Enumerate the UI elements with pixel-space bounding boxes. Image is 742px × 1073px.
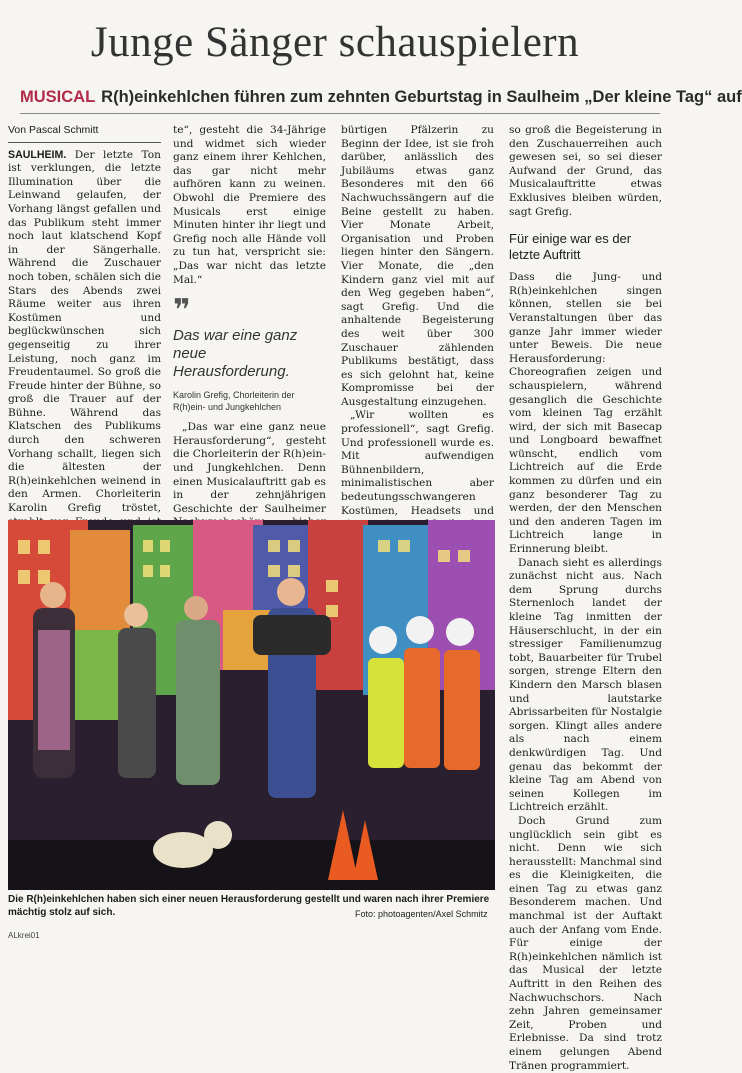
article-column-2	[173, 124, 326, 571]
pull-quote	[173, 293, 326, 413]
section-subtitle: Für einige war es der letzte Auftritt	[509, 231, 632, 263]
subheadline	[20, 88, 742, 107]
pull-quote-attribution: Karolin Grefig, Chorleiterin der R(h)ein- und Jungkehlchen	[173, 390, 295, 413]
photo-credit: Foto: photoagenten/Axel Schmitz	[355, 909, 488, 919]
rubric-label: MUSICAL	[20, 88, 96, 106]
article-paragraph: bürtigen Pfälzerin zu Beginn der Idee, ist sie froh darüber, anlässlich des Jubiläums etwas ganz Besonderes mit den 66 Nachwuchssängern auf die Beine gestellt zu haben. Vier Monate Arbeit, Organisation und Proben liegen hinter den Sängern. Vier Monate, die „den Kindern ganz viel mit auf den Weg gegeben haben“, sagt Grefig. Und die anhaltende Begeisterung des weit über 300 Zuschauer zählenden Publikums bestätigt, dass es sich gelohnt hat, keine Kompromisse bei der Ausgestaltung einzugehen.	[341, 124, 494, 408]
dateline: SAULHEIM.	[8, 148, 67, 161]
quote-mark-icon: ❞	[173, 293, 191, 329]
pull-quote-text: Das war eine ganz neue Herausforderung.	[173, 327, 298, 381]
article-paragraph: so groß die Begeisterung in den Zuschauerreihen auch gewesen sei, so sei dieser Aufwand der Grund, das Musicalauftritte etwas Exklusives bleiben würden, sagt Grefig.	[509, 124, 662, 218]
article-paragraph: SAULHEIM. Der letzte Ton ist verklungen, die letzte Illumination über die Leinwand gelaufen, der Vorhang längst gefallen und das Publikum steht immer noch laut klatschend Kopf in der Sängerhalle. Während die Zuschauer noch toben, schälen sich die Stars des Abends zwei Räume weiter aus ihren Kostümen und beglückwünschen sich gegenseitig zu ihrer Leistung, noch ganz im Freudentaumel. So groß die Freude hinter der Bühne, so groß die Trauer auf der Bühne. Während das Klatschen des Publikums durch den schweren Vorhang schallt, liegen sich die ältesten der R(h)einkehlchen weinend in den Armen. Chorleiterin Karolin Grefig tröstet,	[8, 148, 161, 515]
article-photo	[8, 520, 495, 890]
article-paragraph: te“, gesteht die 34-Jährige und widmet sich wieder ganz einem ihrer Kehlchen, das gar nicht mehr aufhören kann zu weinen. Obwohl die Premiere des Musicals erst einige Minuten hinter ihr liegt und Grefig noch alle Hände voll zu tun hat, verspricht sie: „Das war nicht das letzte Mal.“	[173, 124, 326, 286]
byline: Von Pascal Schmitt	[8, 124, 161, 143]
article-paragraph: Danach sieht es allerdings zunächst nicht aus. Nach dem Sprung durchs Sternenloch landet der kleine Tag inmitten der Häuserschlucht, in der ein stressiger Familienumzug tobt, Bauarbeiter für Trubel sorgen, strenge Eltern den Kindern den Marsch blasen und lautstarke Abrissarbeiten für Nostalgie sorgen. Klingt alles andere als nach einem denkwürdigen Tag. Und genau das bekommt der kleine Tag am Abend von seinen Kollegen im Lichtreich erzählt.	[509, 556, 662, 814]
stage-photo-illustration	[8, 520, 495, 890]
page-footer-code: ALkrei01	[8, 931, 40, 940]
article-paragraph: „Das war eine ganz neue Herausforderung“, gesteht die Chorleiterin der R(h)ein- und Jungkehlchen. Denn einen Musicalauftritt gab es in der zehnjährigen Geschichte der Saulheimer	[173, 421, 326, 515]
article-paragraph: Doch Grund zum unglücklich sein gibt es nicht. Denn wie sich herausstellt: Manchmal sind es die Kleinigkeiten, die einen Tag zu etwas ganz Besonderem machen. Und manchmal ist der Auftakt auch der Anfang vom Ende. Für einige der R(h)einkehlchen nämlich ist das Musical der letzte Auftritt in den Reihen des Nachwuchschors. Nach zehn Jahren gemeinsamer Zeit, Proben und Erlebnisse. Da sind trotz einem gelungen Abend Tränen programmiert.	[509, 814, 662, 1072]
article-paragraph: „Wir wollten es professionell“, sagt Grefig. Und professionell wurde es. Mit aufwendigen Bühnenbildern, minimalistischen aber bedeutungsschwangeren Kostümen, Headsets und	[341, 409, 494, 517]
divider	[20, 113, 660, 114]
headline: Junge Sänger schauspielern	[90, 19, 580, 66]
photo-caption: Die R(h)einkehlchen haben sich einer neuen Herausforderung gestellt und waren nach ihrer Premiere mächtig stolz auf sich.	[8, 894, 490, 918]
subheadline-text: R(h)einkehlchen führen zum zehnten Geburtstag in Saulheim „Der kleine Tag“ auf	[101, 88, 742, 106]
article-column-4	[509, 124, 662, 1073]
article-paragraph: Dass die Jung- und R(h)einkehlchen singen können, stellen sie bei Veranstaltungen über das ganze Jahr immer wieder unter Beweis. Die neue Herausforderung: Choreografien zeigen und schauspielern, während gesanglich die Geschichte vom kleinen Tag erzählt wird, der sich mit Basecap und Longboard bewaffnet wünscht, endlich vom Lichtreich auf die Erde kommen zu dürfen und ein ganz besonderer Tag zu werden, der den Menschen und den anderen Tagen im Lichtreich lange in Erinnerung bleibt.	[509, 271, 662, 556]
